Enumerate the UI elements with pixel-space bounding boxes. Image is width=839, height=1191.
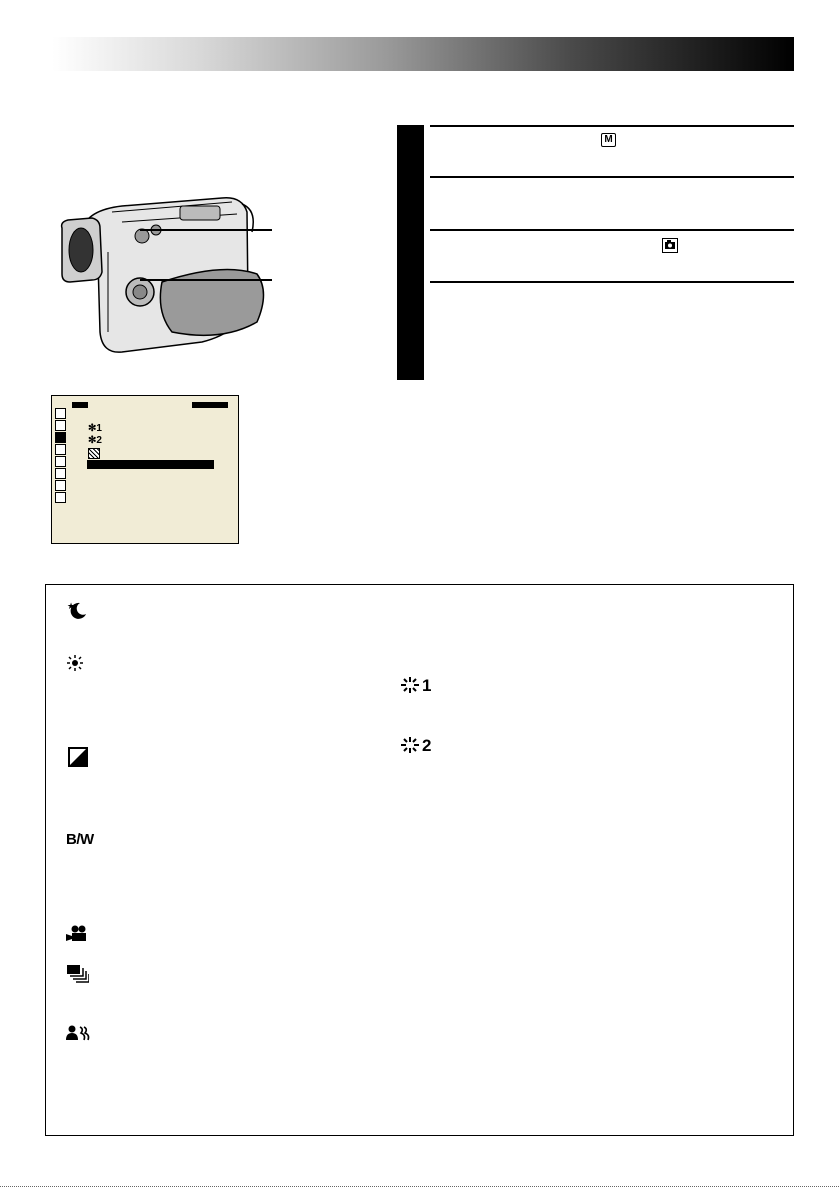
lcd-tab-clock-icon xyxy=(55,492,66,503)
lcd-tab-white-balance-icon xyxy=(55,456,66,467)
lcd-selection-highlight xyxy=(87,460,214,469)
ghost-icon xyxy=(66,1025,90,1041)
sparkle-2-icon xyxy=(400,736,431,754)
sparkle-icon: ✻ xyxy=(88,423,97,434)
lcd-item-sparkle-2: ✻2 xyxy=(88,435,102,446)
sepia-box-icon xyxy=(88,448,100,459)
step-rule-1 xyxy=(430,125,794,127)
sparkle-1-number: 1 xyxy=(422,675,432,695)
lcd-tab-program-ae-icon xyxy=(55,432,66,443)
lcd-tab-effect-icon xyxy=(55,420,66,431)
lcd-item-sparkle-1: ✻1 xyxy=(88,423,102,434)
sparkle-icon xyxy=(400,676,420,694)
step-tab xyxy=(397,125,424,380)
sparkle-icon: ✻ xyxy=(88,435,97,446)
lcd-menu-tabs xyxy=(55,408,67,508)
negative-icon xyxy=(68,747,88,767)
lcd-indicator-right xyxy=(192,402,228,408)
section-header-bar xyxy=(52,37,794,71)
strobe-icon xyxy=(67,965,89,983)
lcd-tab-manual-icon xyxy=(55,480,66,491)
cinema-icon xyxy=(66,925,88,943)
sparkle-1-icon xyxy=(400,676,431,694)
lcd-tab-return-icon xyxy=(55,408,66,419)
callout-line-lower xyxy=(140,279,272,281)
page-bottom-rule xyxy=(0,1186,839,1188)
svg-text:★: ★ xyxy=(67,602,76,612)
sparkle-2-number: 2 xyxy=(422,735,432,755)
program-ae-icon-panel xyxy=(45,584,794,1136)
twilight-icon xyxy=(66,601,88,619)
lcd-indicator-left xyxy=(72,402,88,408)
program-ae-icon xyxy=(662,238,678,253)
bw-label: B/W xyxy=(66,831,94,848)
sparkle-icon xyxy=(400,736,420,754)
step-rule-2 xyxy=(430,176,794,178)
lcd-tab-exposure-icon xyxy=(55,444,66,455)
callout-line-upper xyxy=(140,229,272,231)
lcd-tab-camera-icon xyxy=(55,468,66,479)
step-rule-3 xyxy=(430,229,794,231)
sepia-icon xyxy=(67,655,83,671)
lcd-menu-display xyxy=(51,395,239,544)
step-rule-4 xyxy=(430,281,794,283)
manual-mode-icon: M xyxy=(601,133,616,147)
